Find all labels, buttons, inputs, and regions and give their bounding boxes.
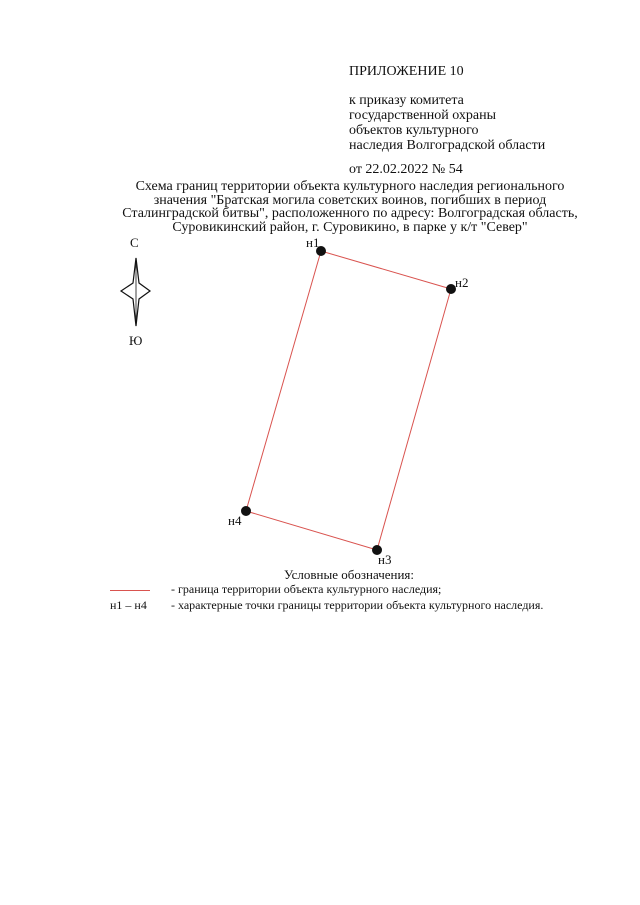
order-line: наследия Волгоградской области — [349, 138, 546, 153]
boundary-polygon — [246, 251, 451, 550]
compass-icon — [121, 258, 150, 326]
legend-text-boundary: - граница территории объекта культурного наследия; — [171, 582, 442, 596]
scheme-title-line: Схема границ территории объекта культурного наследия регионального — [135, 179, 565, 194]
scheme-title-line: значения "Братская могила советских воинов, погибших в период — [153, 192, 547, 208]
scheme-title-line: Сталинградской битвы", расположенного по адресу: Волгоградская область, — [122, 206, 578, 222]
boundary-point-n4 — [241, 506, 251, 516]
point-label-n1: н1 — [306, 235, 320, 250]
appendix-title: ПРИЛОЖЕНИЕ 10 — [349, 64, 464, 79]
order-line: государственной охраны — [349, 108, 497, 123]
legend-boundary-line — [110, 590, 150, 591]
compass-south-label: Ю — [129, 333, 143, 348]
point-label-n2: н2 — [455, 275, 469, 290]
order-line: к приказу комитета — [349, 93, 464, 108]
order-line: объектов культурного — [349, 123, 479, 138]
order-date: от 22.02.2022 № 54 — [349, 162, 463, 177]
scheme-title-line: Суровикинский район, г. Суровикино, в парке у к/т "Север" — [172, 219, 528, 235]
legend-points-symbol: н1 – н4 — [110, 598, 147, 612]
point-label-n4: н4 — [228, 513, 242, 528]
point-label-n3: н3 — [378, 552, 392, 567]
legend-title: Условные обозначения: — [284, 567, 415, 582]
compass-north-label: С — [130, 235, 139, 250]
legend-text-points: - характерные точки границы территории объекта культурного наследия. — [171, 598, 544, 612]
